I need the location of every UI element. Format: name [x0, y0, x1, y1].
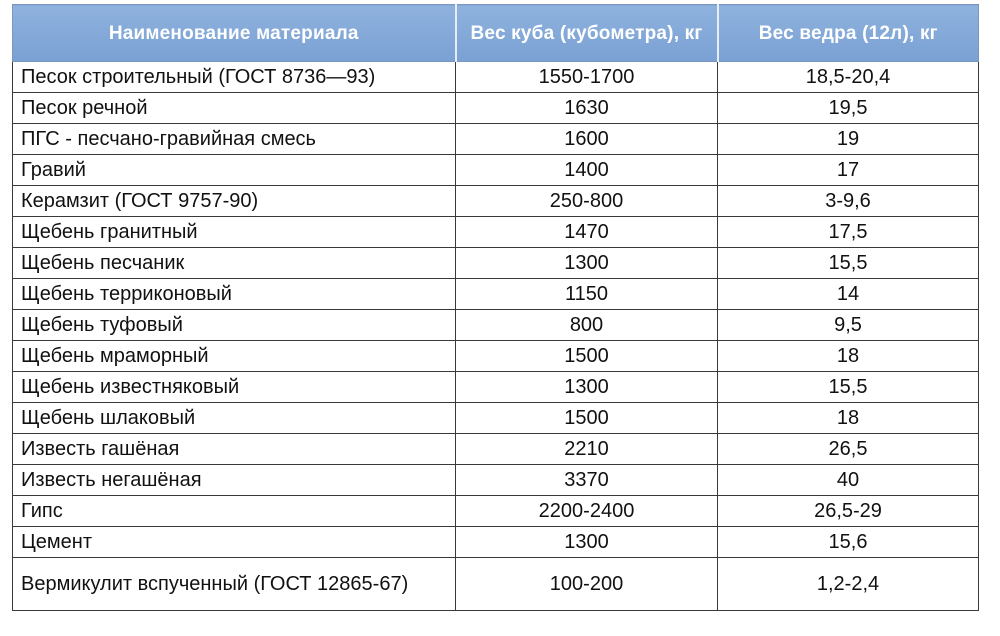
- header-material-name: Наименование материала: [13, 5, 456, 62]
- bucket-weight-cell: 19: [718, 124, 979, 155]
- material-name-cell: Керамзит (ГОСТ 9757-90): [13, 186, 456, 217]
- material-name-cell: Щебень гранитный: [13, 217, 456, 248]
- bucket-weight-cell: 9,5: [718, 310, 979, 341]
- material-name-cell: Гипс: [13, 496, 456, 527]
- table-row: [13, 558, 979, 611]
- cube-weight-cell: 800: [456, 310, 718, 341]
- table-row: [13, 527, 979, 558]
- bucket-weight-cell: 14: [718, 279, 979, 310]
- material-name-cell: Песок речной: [13, 93, 456, 124]
- table-row: [13, 186, 979, 217]
- material-name-cell: Щебень песчаник: [13, 248, 456, 279]
- cube-weight-cell: 1150: [456, 279, 718, 310]
- table-row: [13, 434, 979, 465]
- bucket-weight-cell: 18: [718, 341, 979, 372]
- table-row: [13, 62, 979, 93]
- cube-weight-cell: 3370: [456, 465, 718, 496]
- cube-weight-cell: 100-200: [456, 558, 718, 611]
- table-row: [13, 124, 979, 155]
- material-name-cell: Вермикулит вспученный (ГОСТ 12865-67): [13, 558, 456, 611]
- material-name-cell: Гравий: [13, 155, 456, 186]
- bucket-weight-cell: 15,6: [718, 527, 979, 558]
- cube-weight-cell: 2210: [456, 434, 718, 465]
- material-name-cell: Щебень известняковый: [13, 372, 456, 403]
- table-row: [13, 248, 979, 279]
- material-name-cell: ПГС - песчано-гравийная смесь: [13, 124, 456, 155]
- cube-weight-cell: 1470: [456, 217, 718, 248]
- table-row: [13, 279, 979, 310]
- cube-weight-cell: 1600: [456, 124, 718, 155]
- header-bucket-weight: Вес ведра (12л), кг: [718, 5, 979, 62]
- cube-weight-cell: 2200-2400: [456, 496, 718, 527]
- table-row: [13, 496, 979, 527]
- bucket-weight-cell: 40: [718, 465, 979, 496]
- table-row: [13, 310, 979, 341]
- bucket-weight-cell: 26,5-29: [718, 496, 979, 527]
- material-name-cell: Щебень шлаковый: [13, 403, 456, 434]
- table-row: [13, 465, 979, 496]
- bucket-weight-cell: 15,5: [718, 248, 979, 279]
- table-row: [13, 372, 979, 403]
- bucket-weight-cell: 18,5-20,4: [718, 62, 979, 93]
- table-row: [13, 93, 979, 124]
- cube-weight-cell: 1300: [456, 527, 718, 558]
- cube-weight-cell: 250-800: [456, 186, 718, 217]
- bucket-weight-cell: 1,2-2,4: [718, 558, 979, 611]
- table-row: [13, 341, 979, 372]
- bucket-weight-cell: 17: [718, 155, 979, 186]
- material-name-cell: Известь негашёная: [13, 465, 456, 496]
- header-row: [13, 5, 979, 62]
- table-row: [13, 403, 979, 434]
- material-name-cell: Цемент: [13, 527, 456, 558]
- material-name-cell: Щебень мраморный: [13, 341, 456, 372]
- bucket-weight-cell: 17,5: [718, 217, 979, 248]
- cube-weight-cell: 1500: [456, 403, 718, 434]
- bucket-weight-cell: 15,5: [718, 372, 979, 403]
- bucket-weight-cell: 18: [718, 403, 979, 434]
- material-name-cell: Щебень терриконовый: [13, 279, 456, 310]
- cube-weight-cell: 1550-1700: [456, 62, 718, 93]
- cube-weight-cell: 1630: [456, 93, 718, 124]
- materials-table-container: [12, 4, 978, 611]
- table-row: [13, 155, 979, 186]
- header-cube-weight: Вес куба (кубометра), кг: [456, 5, 718, 62]
- bucket-weight-cell: 3-9,6: [718, 186, 979, 217]
- material-name-cell: Известь гашёная: [13, 434, 456, 465]
- bucket-weight-cell: 19,5: [718, 93, 979, 124]
- bucket-weight-cell: 26,5: [718, 434, 979, 465]
- cube-weight-cell: 1400: [456, 155, 718, 186]
- material-name-cell: Щебень туфовый: [13, 310, 456, 341]
- materials-weight-table: [12, 4, 979, 611]
- material-name-cell: Песок строительный (ГОСТ 8736—93): [13, 62, 456, 93]
- cube-weight-cell: 1300: [456, 372, 718, 403]
- cube-weight-cell: 1500: [456, 341, 718, 372]
- cube-weight-cell: 1300: [456, 248, 718, 279]
- table-row: [13, 217, 979, 248]
